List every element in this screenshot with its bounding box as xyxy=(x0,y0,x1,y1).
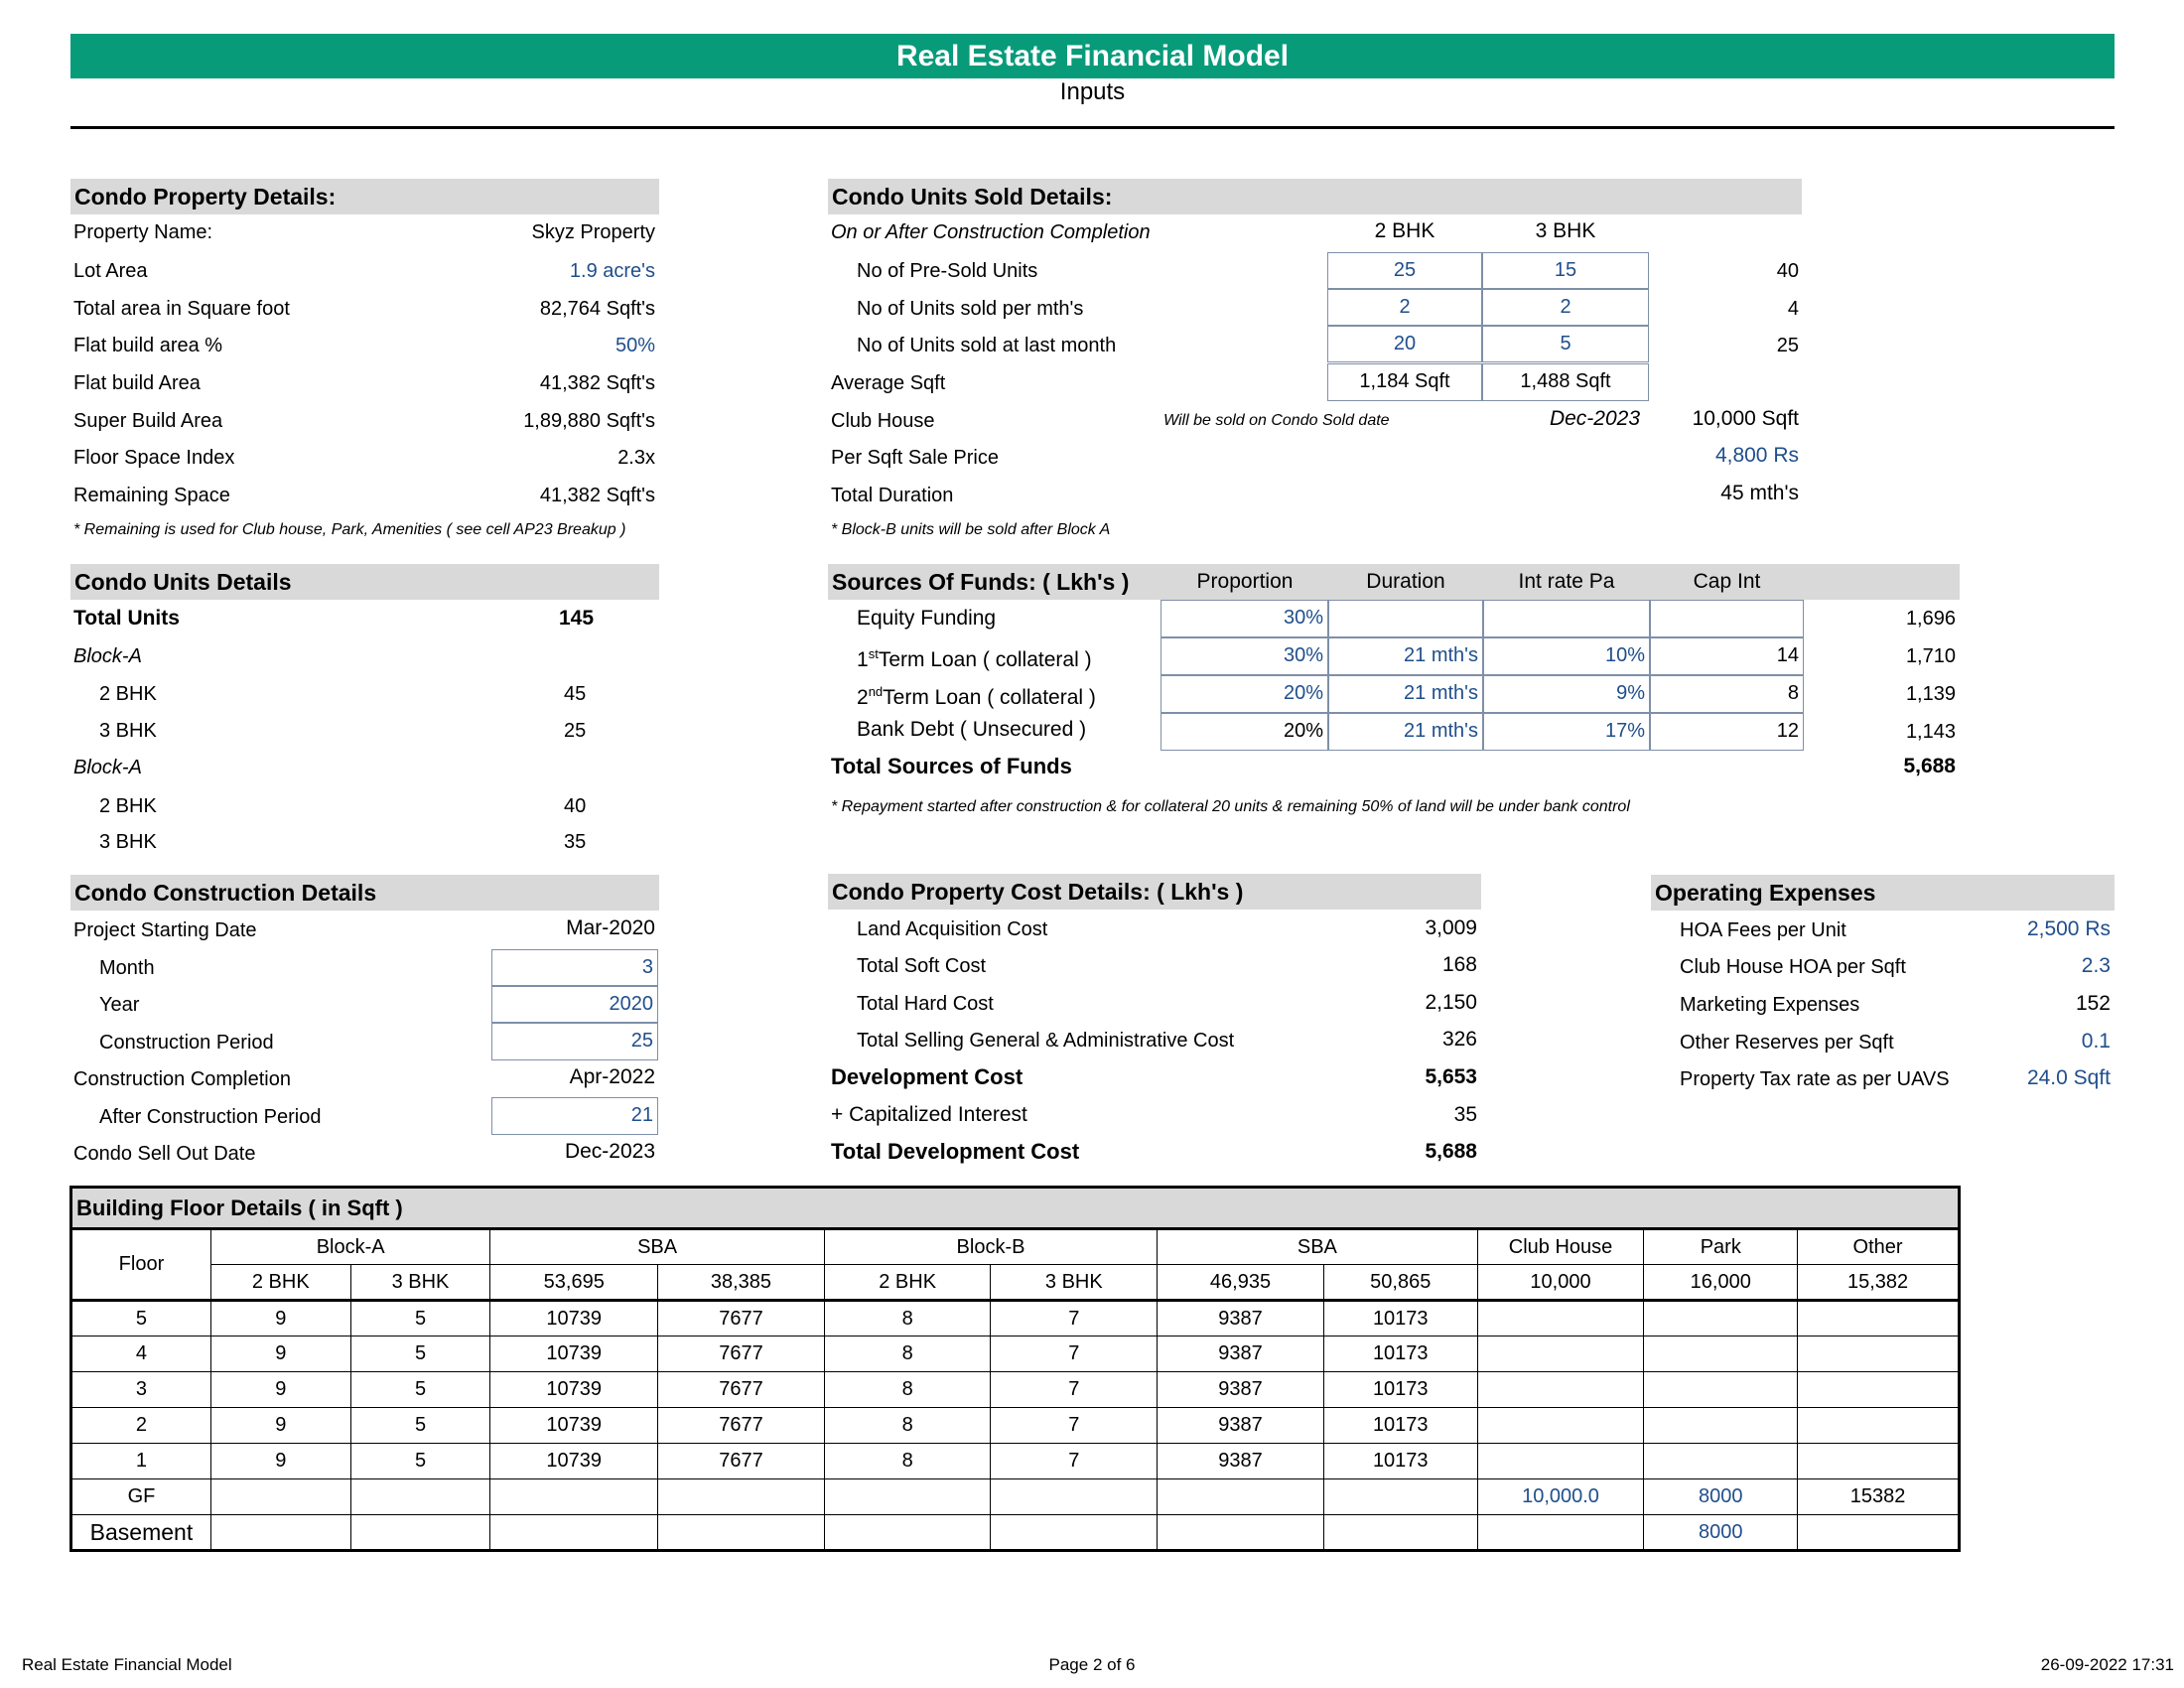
footer-date: 26-09-2022 17:31 xyxy=(2040,1655,2174,1674)
table-cell xyxy=(1477,1515,1644,1551)
floor-cell: 4 xyxy=(71,1336,211,1372)
property-tax-label: Property Tax rate as per UAVS xyxy=(1680,1068,1950,1090)
sga-cost-value: 326 xyxy=(1441,1028,1477,1051)
sale-price-label: Per Sqft Sale Price xyxy=(831,447,999,469)
sold-per-month-total: 4 xyxy=(1787,298,1799,320)
table-cell: 8000 xyxy=(1644,1479,1798,1515)
equity-duration xyxy=(1328,600,1483,637)
bank-debt-label: Bank Debt ( Unsecured ) xyxy=(857,718,1087,741)
table-cell: 5 xyxy=(350,1372,490,1408)
sold-per-month-label: No of Units sold per mth's xyxy=(857,298,1084,320)
term-loan-2-proportion: 20% xyxy=(1160,675,1328,713)
club-hoa-value: 2.3 xyxy=(2081,954,2111,977)
floor-space-index-value: 2.3x xyxy=(617,447,655,469)
term-loan-1-label xyxy=(857,641,1092,673)
table-cell xyxy=(1477,1336,1644,1372)
development-cost-value: 5,653 xyxy=(1425,1065,1477,1088)
term-loan-2-rate: 9% xyxy=(1483,675,1650,713)
table-cell xyxy=(1158,1515,1324,1551)
term-loan-2-amount: 1,139 xyxy=(1905,683,1956,705)
table-cell: 10739 xyxy=(490,1408,658,1444)
club-house-note: Will be sold on Condo Sold date xyxy=(1163,412,1390,429)
sold-note: * Block-B units will be sold after Block A xyxy=(831,521,1111,538)
total-area-label: Total area in Square foot xyxy=(73,298,290,320)
table-cell: 7 xyxy=(991,1301,1158,1336)
table-cell xyxy=(1798,1372,1960,1408)
lot-area-label: Lot Area xyxy=(73,260,148,282)
park-group-header: Park xyxy=(1644,1229,1798,1265)
total-development-cost-value: 5,688 xyxy=(1425,1140,1477,1163)
table-cell: 10173 xyxy=(1323,1444,1477,1479)
sub-header: 38,385 xyxy=(658,1265,825,1301)
term-loan-1-ordinal: 1 xyxy=(857,648,869,671)
table-cell: 10739 xyxy=(490,1336,658,1372)
footer-left: Real Estate Financial Model xyxy=(22,1655,232,1674)
building-floor-table xyxy=(69,1186,1961,1552)
land-cost-label: Land Acquisition Cost xyxy=(857,918,1048,940)
table-cell xyxy=(1798,1301,1960,1336)
table-cell: 9387 xyxy=(1158,1301,1324,1336)
table-cell: 8 xyxy=(824,1301,991,1336)
flat-build-pct-value: 50% xyxy=(614,335,655,356)
equity-rate xyxy=(1483,600,1650,637)
term-loan-1-text: Term Loan ( collateral ) xyxy=(878,648,1092,671)
construction-completion-value: Apr-2022 xyxy=(569,1065,655,1088)
floor-cell: 1 xyxy=(71,1444,211,1479)
presold-label: No of Pre-Sold Units xyxy=(857,260,1038,282)
table-cell: 9387 xyxy=(1158,1372,1324,1408)
term-loan-2-text: Term Loan ( collateral ) xyxy=(883,686,1096,709)
report-subtitle: Inputs xyxy=(1059,78,1126,105)
table-cell xyxy=(350,1515,490,1551)
construction-heading: Condo Construction Details xyxy=(70,875,659,911)
table-cell xyxy=(1798,1515,1960,1551)
sell-out-date-value: Dec-2023 xyxy=(564,1140,655,1163)
floor-cell: Basement xyxy=(71,1515,211,1551)
term-loan-2-label xyxy=(857,679,1096,711)
total-funds-value: 5,688 xyxy=(1903,755,1956,777)
property-note: * Remaining is used for Club house, Park, Amenities ( see cell AP23 Breakup ) xyxy=(73,521,626,538)
average-sqft-3bhk: 1,488 Sqft xyxy=(1482,363,1649,401)
block-b-label: Block-A xyxy=(73,757,142,778)
funds-note: * Repayment started after construction & for collateral 20 units & remaining 50% of land will be under bank control xyxy=(831,798,1630,815)
table-cell: 9 xyxy=(210,1372,350,1408)
bank-debt-amount: 1,143 xyxy=(1905,721,1956,743)
term-loan-1-rate: 10% xyxy=(1483,637,1650,675)
sub-header: 2 BHK xyxy=(210,1265,350,1301)
club-house-label: Club House xyxy=(831,410,935,432)
footer-page: Page 2 of 6 xyxy=(1048,1655,1136,1674)
funds-col-cap-int: Cap Int xyxy=(1693,570,1761,593)
cost-heading: Condo Property Cost Details: ( Lkh's ) xyxy=(828,874,1481,910)
block-a-group-header: Block-A xyxy=(210,1229,489,1265)
table-cell xyxy=(1477,1408,1644,1444)
table-cell: 7 xyxy=(991,1336,1158,1372)
total-duration-label: Total Duration xyxy=(831,485,954,506)
table-cell: 9387 xyxy=(1158,1444,1324,1479)
sub-header: 15,382 xyxy=(1798,1265,1960,1301)
term-loan-1-amount: 1,710 xyxy=(1905,645,1956,667)
block-a-2bhk-value: 45 xyxy=(564,683,587,705)
bank-debt-duration: 21 mth's xyxy=(1328,713,1483,751)
club-house-area: 10,000 Sqft xyxy=(1692,407,1799,430)
header-rule xyxy=(70,126,2115,129)
block-a-3bhk-value: 25 xyxy=(564,720,587,742)
report-title: Real Estate Financial Model xyxy=(70,34,2115,78)
table-cell: 10173 xyxy=(1323,1408,1477,1444)
month-value: 3 xyxy=(491,949,658,986)
property-name-label: Property Name: xyxy=(73,221,213,243)
sold-heading: Condo Units Sold Details: xyxy=(828,179,1802,214)
table-cell xyxy=(824,1479,991,1515)
table-cell: 7677 xyxy=(658,1444,825,1479)
club-house-group-header: Club House xyxy=(1477,1229,1644,1265)
floor-cell: 3 xyxy=(71,1372,211,1408)
table-cell: 7 xyxy=(991,1408,1158,1444)
sba-b-group-header: SBA xyxy=(1158,1229,1477,1265)
table-cell: 9387 xyxy=(1158,1408,1324,1444)
table-cell xyxy=(658,1515,825,1551)
sub-header: 16,000 xyxy=(1644,1265,1798,1301)
table-cell: 5 xyxy=(350,1408,490,1444)
table-cell xyxy=(210,1515,350,1551)
table-cell: 7677 xyxy=(658,1408,825,1444)
hard-cost-value: 2,150 xyxy=(1425,991,1477,1014)
hard-cost-label: Total Hard Cost xyxy=(857,993,994,1015)
land-cost-value: 3,009 xyxy=(1425,916,1477,939)
other-group-header: Other xyxy=(1798,1229,1960,1265)
table-cell xyxy=(490,1479,658,1515)
sub-header: 50,865 xyxy=(1323,1265,1477,1301)
table-cell xyxy=(824,1515,991,1551)
funds-col-rate: Int rate Pa xyxy=(1518,570,1615,593)
other-reserves-label: Other Reserves per Sqft xyxy=(1680,1032,1894,1054)
table-cell xyxy=(1644,1372,1798,1408)
start-date-value: Mar-2020 xyxy=(566,916,655,939)
flat-build-area-label: Flat build Area xyxy=(73,372,201,394)
club-house-date: Dec-2023 xyxy=(1549,407,1640,430)
table-cell: 9 xyxy=(210,1301,350,1336)
table-cell xyxy=(1644,1408,1798,1444)
funds-col-proportion: Proportion xyxy=(1196,570,1294,593)
block-a-3bhk-label: 3 BHK xyxy=(99,720,157,742)
total-area-value: 82,764 Sqft's xyxy=(539,298,655,320)
capitalized-interest-value: 35 xyxy=(1453,1103,1477,1126)
table-row xyxy=(71,1372,1960,1408)
sell-out-date-label: Condo Sell Out Date xyxy=(73,1143,256,1165)
presold-3bhk: 15 xyxy=(1482,252,1649,289)
table-cell: 8 xyxy=(824,1444,991,1479)
table-cell: 10,000.0 xyxy=(1477,1479,1644,1515)
table-cell xyxy=(991,1515,1158,1551)
table-cell xyxy=(1477,1444,1644,1479)
marketing-value: 152 xyxy=(2075,992,2111,1015)
block-b-2bhk-value: 40 xyxy=(564,795,587,817)
total-development-cost-label: Total Development Cost xyxy=(831,1139,1080,1164)
table-cell xyxy=(1798,1444,1960,1479)
table-cell xyxy=(490,1515,658,1551)
development-cost-label: Development Cost xyxy=(831,1064,1024,1089)
start-date-label: Project Starting Date xyxy=(73,919,257,941)
table-cell xyxy=(1798,1408,1960,1444)
construction-period-label: Construction Period xyxy=(99,1032,274,1054)
equity-cap-int xyxy=(1650,600,1804,637)
other-reserves-value: 0.1 xyxy=(2081,1030,2111,1053)
table-cell xyxy=(658,1479,825,1515)
after-construction-value: 21 xyxy=(491,1097,658,1135)
table-cell xyxy=(1323,1515,1477,1551)
super-build-area-label: Super Build Area xyxy=(73,410,223,432)
table-cell: 10173 xyxy=(1323,1301,1477,1336)
bank-debt-proportion: 20% xyxy=(1160,713,1328,751)
sale-price-value: 4,800 Rs xyxy=(1714,444,1799,467)
table-cell: 5 xyxy=(350,1444,490,1479)
total-units-label: Total Units xyxy=(73,607,180,630)
block-a-2bhk-label: 2 BHK xyxy=(99,683,157,705)
equity-funding-label: Equity Funding xyxy=(857,607,997,630)
table-row xyxy=(71,1336,1960,1372)
presold-total: 40 xyxy=(1776,260,1799,282)
sold-last-month-2bhk: 20 xyxy=(1327,326,1482,362)
block-b-group-header: Block-B xyxy=(824,1229,1157,1265)
table-cell: 7677 xyxy=(658,1372,825,1408)
table-cell: 9 xyxy=(210,1444,350,1479)
average-sqft-2bhk: 1,184 Sqft xyxy=(1327,363,1482,401)
property-name-value: Skyz Property xyxy=(531,221,655,243)
equity-proportion: 30% xyxy=(1160,600,1328,637)
term-loan-1-suffix: st xyxy=(868,646,879,661)
total-funds-label: Total Sources of Funds xyxy=(831,754,1072,778)
table-row xyxy=(71,1408,1960,1444)
table-cell: 9387 xyxy=(1158,1336,1324,1372)
table-cell: 8 xyxy=(824,1408,991,1444)
sub-header: 53,695 xyxy=(490,1265,658,1301)
table-cell: 10173 xyxy=(1323,1372,1477,1408)
term-loan-2-cap-int: 8 xyxy=(1650,675,1804,713)
funds-heading-text: Sources Of Funds: ( Lkh's ) xyxy=(832,569,1130,595)
month-label: Month xyxy=(99,957,155,979)
sba-a-group-header: SBA xyxy=(490,1229,824,1265)
flat-build-pct-label: Flat build area % xyxy=(73,335,223,356)
table-cell xyxy=(1477,1301,1644,1336)
table-cell xyxy=(1158,1479,1324,1515)
sold-last-month-3bhk: 5 xyxy=(1482,326,1649,362)
table-row xyxy=(71,1515,1960,1551)
property-tax-value: 24.0 Sqft xyxy=(2026,1066,2111,1089)
opex-heading: Operating Expenses xyxy=(1651,875,2115,911)
table-cell xyxy=(991,1479,1158,1515)
floor-cell: GF xyxy=(71,1479,211,1515)
table-cell: 8000 xyxy=(1644,1515,1798,1551)
block-a-label: Block-A xyxy=(73,645,142,667)
remaining-space-value: 41,382 Sqft's xyxy=(539,485,655,506)
table-cell: 8 xyxy=(824,1372,991,1408)
term-loan-2-ordinal: 2 xyxy=(857,686,869,709)
sold-per-month-2bhk: 2 xyxy=(1327,289,1482,326)
table-cell xyxy=(1323,1479,1477,1515)
units-heading: Condo Units Details xyxy=(70,564,659,600)
table-cell xyxy=(1798,1336,1960,1372)
sub-header: 3 BHK xyxy=(350,1265,490,1301)
remaining-space-label: Remaining Space xyxy=(73,485,230,506)
presold-2bhk: 25 xyxy=(1327,252,1482,289)
table-cell: 10173 xyxy=(1323,1336,1477,1372)
hoa-fees-value: 2,500 Rs xyxy=(2026,917,2111,940)
construction-period-value: 25 xyxy=(491,1023,658,1060)
term-loan-2-duration: 21 mth's xyxy=(1328,675,1483,713)
term-loan-1-proportion: 30% xyxy=(1160,637,1328,675)
sold-last-month-total: 25 xyxy=(1776,335,1799,356)
table-row xyxy=(71,1444,1960,1479)
block-b-3bhk-value: 35 xyxy=(564,831,587,853)
equity-amount: 1,696 xyxy=(1905,608,1956,630)
lot-area-value: 1.9 acre's xyxy=(569,260,655,282)
table-cell: 8 xyxy=(824,1336,991,1372)
table-row xyxy=(71,1479,1960,1515)
property-heading: Condo Property Details: xyxy=(70,179,659,214)
term-loan-1-duration: 21 mth's xyxy=(1328,637,1483,675)
sold-col-2bhk: 2 BHK xyxy=(1374,219,1435,242)
term-loan-1-cap-int: 14 xyxy=(1650,637,1804,675)
table-cell: 7677 xyxy=(658,1336,825,1372)
marketing-label: Marketing Expenses xyxy=(1680,994,1860,1016)
sub-header: 2 BHK xyxy=(824,1265,991,1301)
table-cell xyxy=(1644,1336,1798,1372)
average-sqft-label: Average Sqft xyxy=(831,372,946,394)
club-hoa-label: Club House HOA per Sqft xyxy=(1680,956,1906,978)
sub-header: 3 BHK xyxy=(991,1265,1158,1301)
table-cell xyxy=(1477,1372,1644,1408)
after-construction-label: After Construction Period xyxy=(99,1106,322,1128)
floor-cell: 2 xyxy=(71,1408,211,1444)
table-cell: 7 xyxy=(991,1372,1158,1408)
table-cell: 7 xyxy=(991,1444,1158,1479)
table-cell: 10739 xyxy=(490,1444,658,1479)
table-cell: 9 xyxy=(210,1408,350,1444)
construction-completion-label: Construction Completion xyxy=(73,1068,291,1090)
term-loan-2-suffix: nd xyxy=(868,684,884,699)
sga-cost-label: Total Selling General & Administrative Cost xyxy=(857,1030,1235,1052)
table-cell: 5 xyxy=(350,1301,490,1336)
year-value: 2020 xyxy=(491,986,658,1023)
sold-per-month-3bhk: 2 xyxy=(1482,289,1649,326)
table-cell xyxy=(210,1479,350,1515)
sold-last-month-label: No of Units sold at last month xyxy=(857,335,1117,356)
capitalized-interest-label: + Capitalized Interest xyxy=(831,1103,1027,1126)
sub-header: 46,935 xyxy=(1158,1265,1324,1301)
table-cell: 7677 xyxy=(658,1301,825,1336)
total-units-value: 145 xyxy=(559,607,595,630)
total-duration-value: 45 mth's xyxy=(1720,482,1799,504)
floor-space-index-label: Floor Space Index xyxy=(73,447,235,469)
block-b-2bhk-label: 2 BHK xyxy=(99,795,157,817)
sub-header: 10,000 xyxy=(1477,1265,1644,1301)
table-cell: 9 xyxy=(210,1336,350,1372)
table-row xyxy=(71,1301,1960,1336)
table-cell xyxy=(1644,1444,1798,1479)
bank-debt-cap-int: 12 xyxy=(1650,713,1804,751)
table-cell: 15382 xyxy=(1798,1479,1960,1515)
super-build-area-value: 1,89,880 Sqft's xyxy=(523,410,655,432)
year-label: Year xyxy=(99,994,140,1016)
building-table-title: Building Floor Details ( in Sqft ) xyxy=(71,1188,1960,1229)
sold-subheading: On or After Construction Completion xyxy=(831,221,1151,243)
hoa-fees-label: HOA Fees per Unit xyxy=(1680,919,1846,941)
floor-cell: 5 xyxy=(71,1301,211,1336)
funds-col-duration: Duration xyxy=(1366,570,1445,593)
table-cell xyxy=(350,1479,490,1515)
sold-col-3bhk: 3 BHK xyxy=(1535,219,1596,242)
soft-cost-value: 168 xyxy=(1441,953,1477,976)
table-cell xyxy=(1644,1301,1798,1336)
table-cell: 10739 xyxy=(490,1372,658,1408)
soft-cost-label: Total Soft Cost xyxy=(857,955,987,977)
table-cell: 10739 xyxy=(490,1301,658,1336)
block-b-3bhk-label: 3 BHK xyxy=(99,831,157,853)
table-cell: 5 xyxy=(350,1336,490,1372)
bank-debt-rate: 17% xyxy=(1483,713,1650,751)
floor-column-header: Floor xyxy=(71,1229,211,1301)
flat-build-area-value: 41,382 Sqft's xyxy=(539,372,655,394)
